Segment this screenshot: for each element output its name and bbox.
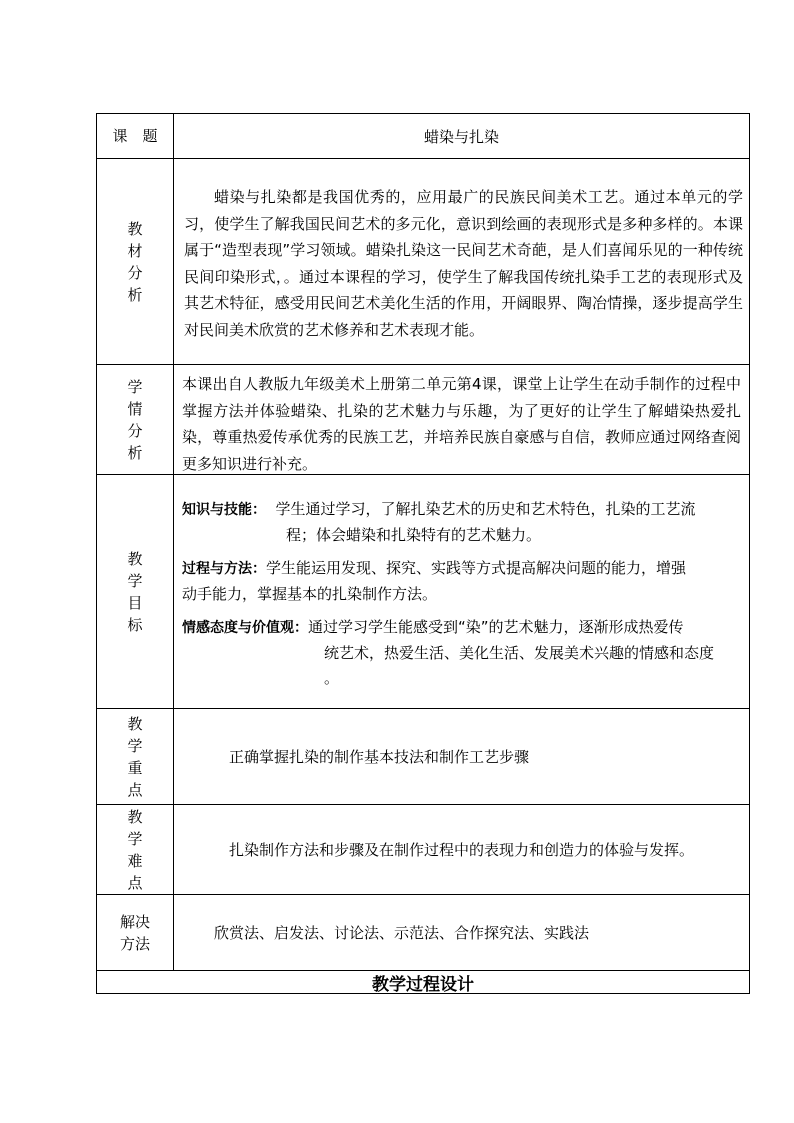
- learner-analysis-content: [174, 365, 749, 474]
- difficulties-label: 教 学 难 点: [97, 805, 174, 894]
- row-methods: [97, 895, 749, 971]
- row-difficulties: [97, 805, 749, 895]
- difficulties-content: 扎染制作方法和步骤及在制作过程中的表现力和创造力的体验与发挥。: [229, 841, 695, 859]
- goal-emotion-line1: 通过学习学生能感受到“染”的艺术魅力，逐渐形成热爱传: [308, 618, 684, 636]
- material-analysis-label: 教 材 分 析: [97, 159, 174, 364]
- goal-process-line2: 动手能力，掌握基本的扎染制作方法。: [182, 585, 438, 603]
- goal-emotion-label: 情感态度与价值观：: [182, 620, 308, 636]
- material-analysis-content: [174, 159, 749, 364]
- row-learner-analysis: [97, 365, 749, 475]
- goal-knowledge-line2: 程；体会蜡染和扎染特有的艺术魅力。: [286, 526, 542, 544]
- goal-process-line1: 学生能运用发现、探究、实践等方式提高解决问题的能力，增强: [266, 559, 687, 577]
- goal-process-label: 过程与方法：: [182, 561, 266, 577]
- row-material-analysis: [97, 159, 749, 365]
- lesson-title-label: 课 题: [97, 114, 174, 158]
- goal-emotion-line2: 统艺术，热爱生活、美化生活、发展美术兴趣的情感和态度: [324, 644, 715, 662]
- goal-emotion-values: [182, 615, 743, 691]
- lesson-plan-table: [96, 113, 750, 994]
- goal-emotion-line3: 。: [324, 669, 340, 687]
- row-lesson-title: [97, 114, 749, 159]
- goal-knowledge-line1: 学生通过学习，了解扎染艺术的历史和艺术特色，扎染的工艺流: [275, 500, 696, 518]
- teaching-goals-content: [174, 475, 749, 708]
- process-heading: 教学过程设计: [372, 974, 474, 995]
- material-analysis-text: 蜡染与扎染都是我国优秀的，应用最广的民族民间美术工艺。通过本单元的学习，使学生了解我国民间艺术的多元化，意识到绘画的表现形式是多种多样的。本课属于“造型表现”学习领域。蜡染扎染这一民间艺术奇葩，是人们喜闻乐见的一种传统民间印染形式，。通过本课程的学习，使学生了解我国传统扎染手工艺的表现形式及其艺术特征，感受用民间艺术美化生活的作用，开阔眼界、陶冶情操，逐步提高学生对民间美术欣赏的艺术修养和艺术表现才能。: [184, 188, 743, 339]
- key-points-label: 教 学 重 点: [97, 709, 174, 804]
- methods-label: 解决 方法: [97, 895, 174, 970]
- lesson-title-value: 蜡染与扎染: [423, 127, 499, 146]
- row-teaching-goals: [97, 475, 749, 709]
- goal-knowledge-skills: [182, 497, 743, 548]
- learner-analysis-text: 本课出自人教版九年级美术上册第二单元第4课，课堂上让学生在动手制作的过程中掌握方法并体验蜡染、扎染的艺术魅力与乐趣，为了更好的让学生了解蜡染热爱扎染，尊重热爱传承优秀的民族工艺，并培养民族自豪感与自信，教师应通过网络查阅更多知识进行补充。: [182, 375, 741, 473]
- methods-content: 欣赏法、启发法、讨论法、示范法、合作探究法、实践法: [214, 924, 590, 942]
- goal-knowledge-label: 知识与技能：: [182, 502, 266, 518]
- teaching-goals-label: 教 学 目 标: [97, 475, 174, 708]
- goal-process-methods: [182, 556, 743, 607]
- row-process-heading: [97, 971, 749, 993]
- learner-analysis-label: 学 情 分 析: [97, 365, 174, 474]
- key-points-content: 正确掌握扎染的制作基本技法和制作工艺步骤: [229, 748, 530, 766]
- row-key-points: [97, 709, 749, 805]
